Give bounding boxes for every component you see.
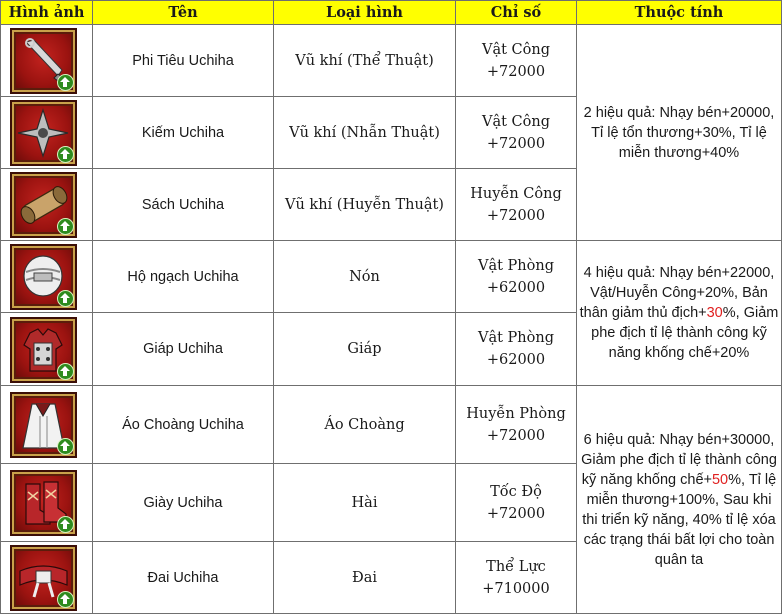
item-type: Vũ khí (Nhẫn Thuật): [274, 97, 456, 169]
stat-value: +72000: [486, 135, 546, 152]
stat-value: +72000: [486, 63, 546, 80]
effect-text-pre: 4 hiệu quả: Nhạy bén+22000, Vật/Huyễn Công+20%, Bản thân giảm thủ địch+: [579, 265, 775, 321]
item-image-cell: [1, 313, 93, 386]
stat-label: Vật Phòng: [478, 257, 554, 274]
stat-value: +62000: [486, 352, 546, 368]
item-thumbnail: [10, 317, 77, 383]
header-attribute: Thuộc tính: [577, 1, 782, 25]
effect-highlight: 50: [711, 471, 729, 488]
header-stat: Chỉ số: [456, 1, 577, 25]
effect-text: 2 hiệu quả: Nhạy bén+20000, Tỉ lệ tổn thương+30%, Tỉ lệ miễn thương+40%: [583, 104, 775, 161]
item-type: Giáp: [274, 313, 456, 386]
item-type: Đai: [274, 542, 456, 614]
header-row: [1, 1, 782, 25]
stat-value: +62000: [486, 279, 546, 296]
item-stat: [456, 464, 577, 542]
stat-label: Vật Công: [482, 113, 550, 130]
set-effect-4: [577, 241, 782, 386]
arrow-up-icon: [57, 74, 74, 91]
item-type: Áo Choàng: [274, 386, 456, 464]
effect-text-post: %, Tỉ lệ miễn thương+100%, Sau khi thi triển kỹ năng, 40% tỉ lệ xóa các trạng thái bất lợi cho toàn quân ta: [582, 471, 777, 568]
item-name: Đai Uchiha: [93, 542, 274, 614]
item-thumbnail: [10, 28, 77, 94]
stat-label: Thể Lực: [486, 558, 546, 575]
item-stat: [456, 241, 577, 313]
item-image-cell: [1, 97, 93, 169]
stat-label: Vật Phòng: [478, 330, 554, 346]
table-row: [1, 386, 782, 464]
header-type: Loại hình: [274, 1, 456, 25]
set-effect-2: [577, 25, 782, 241]
item-type: Vũ khí (Huyễn Thuật): [274, 169, 456, 241]
item-type: Nón: [274, 241, 456, 313]
item-type: Vũ khí (Thể Thuật): [274, 25, 456, 97]
stat-label: Tốc Độ: [490, 483, 542, 500]
stat-label: Huyễn Phòng: [466, 405, 566, 422]
item-image-cell: [1, 464, 93, 542]
set-effect-6: [577, 386, 782, 614]
item-thumbnail: [10, 244, 77, 310]
item-image-cell: [1, 542, 93, 614]
item-name: Sách Uchiha: [93, 169, 274, 241]
stat-label: Vật Công: [482, 41, 550, 58]
item-thumbnail: [10, 100, 77, 166]
item-image-cell: [1, 169, 93, 241]
table-row: [1, 25, 782, 97]
item-image-cell: [1, 386, 93, 464]
item-name: Phi Tiêu Uchiha: [93, 25, 274, 97]
item-thumbnail: [10, 392, 77, 458]
item-stat: [456, 97, 577, 169]
arrow-up-icon: [57, 438, 74, 455]
effect-text-pre: 6 hiệu quả: Nhạy bén+30000, Giảm phe địch tỉ lệ thành công kỹ năng khống chế+: [581, 431, 777, 488]
item-name: Áo Choàng Uchiha: [93, 386, 274, 464]
header-name: Tên: [93, 1, 274, 25]
table-row: [1, 241, 782, 313]
header-image: Hình ảnh: [1, 1, 93, 25]
effect-highlight: 30: [706, 305, 723, 321]
arrow-up-icon: [57, 290, 74, 307]
stat-value: +710000: [482, 580, 550, 597]
item-stat: [456, 25, 577, 97]
item-thumbnail: [10, 470, 77, 536]
stat-label: Huyễn Công: [470, 185, 562, 202]
arrow-up-icon: [57, 146, 74, 163]
stat-value: +72000: [486, 207, 546, 224]
item-thumbnail: [10, 172, 77, 238]
item-stat: [456, 542, 577, 614]
effect-text-post: %, Giảm phe địch tỉ lệ thành công kỹ năng khống chế+20%: [591, 305, 779, 361]
item-stat: [456, 313, 577, 386]
item-image-cell: [1, 25, 93, 97]
arrow-up-icon: [57, 591, 74, 608]
item-name: Giày Uchiha: [93, 464, 274, 542]
item-name: Kiếm Uchiha: [93, 97, 274, 169]
item-stat: [456, 169, 577, 241]
stat-value: +72000: [486, 505, 546, 522]
item-name: Giáp Uchiha: [93, 313, 274, 386]
arrow-up-icon: [57, 516, 74, 533]
stat-value: +72000: [486, 427, 546, 444]
arrow-up-icon: [57, 218, 74, 235]
item-stat: [456, 386, 577, 464]
arrow-up-icon: [57, 363, 74, 380]
item-image-cell: [1, 241, 93, 313]
item-thumbnail: [10, 545, 77, 611]
item-type: Hài: [274, 464, 456, 542]
item-name: Hộ ngạch Uchiha: [93, 241, 274, 313]
